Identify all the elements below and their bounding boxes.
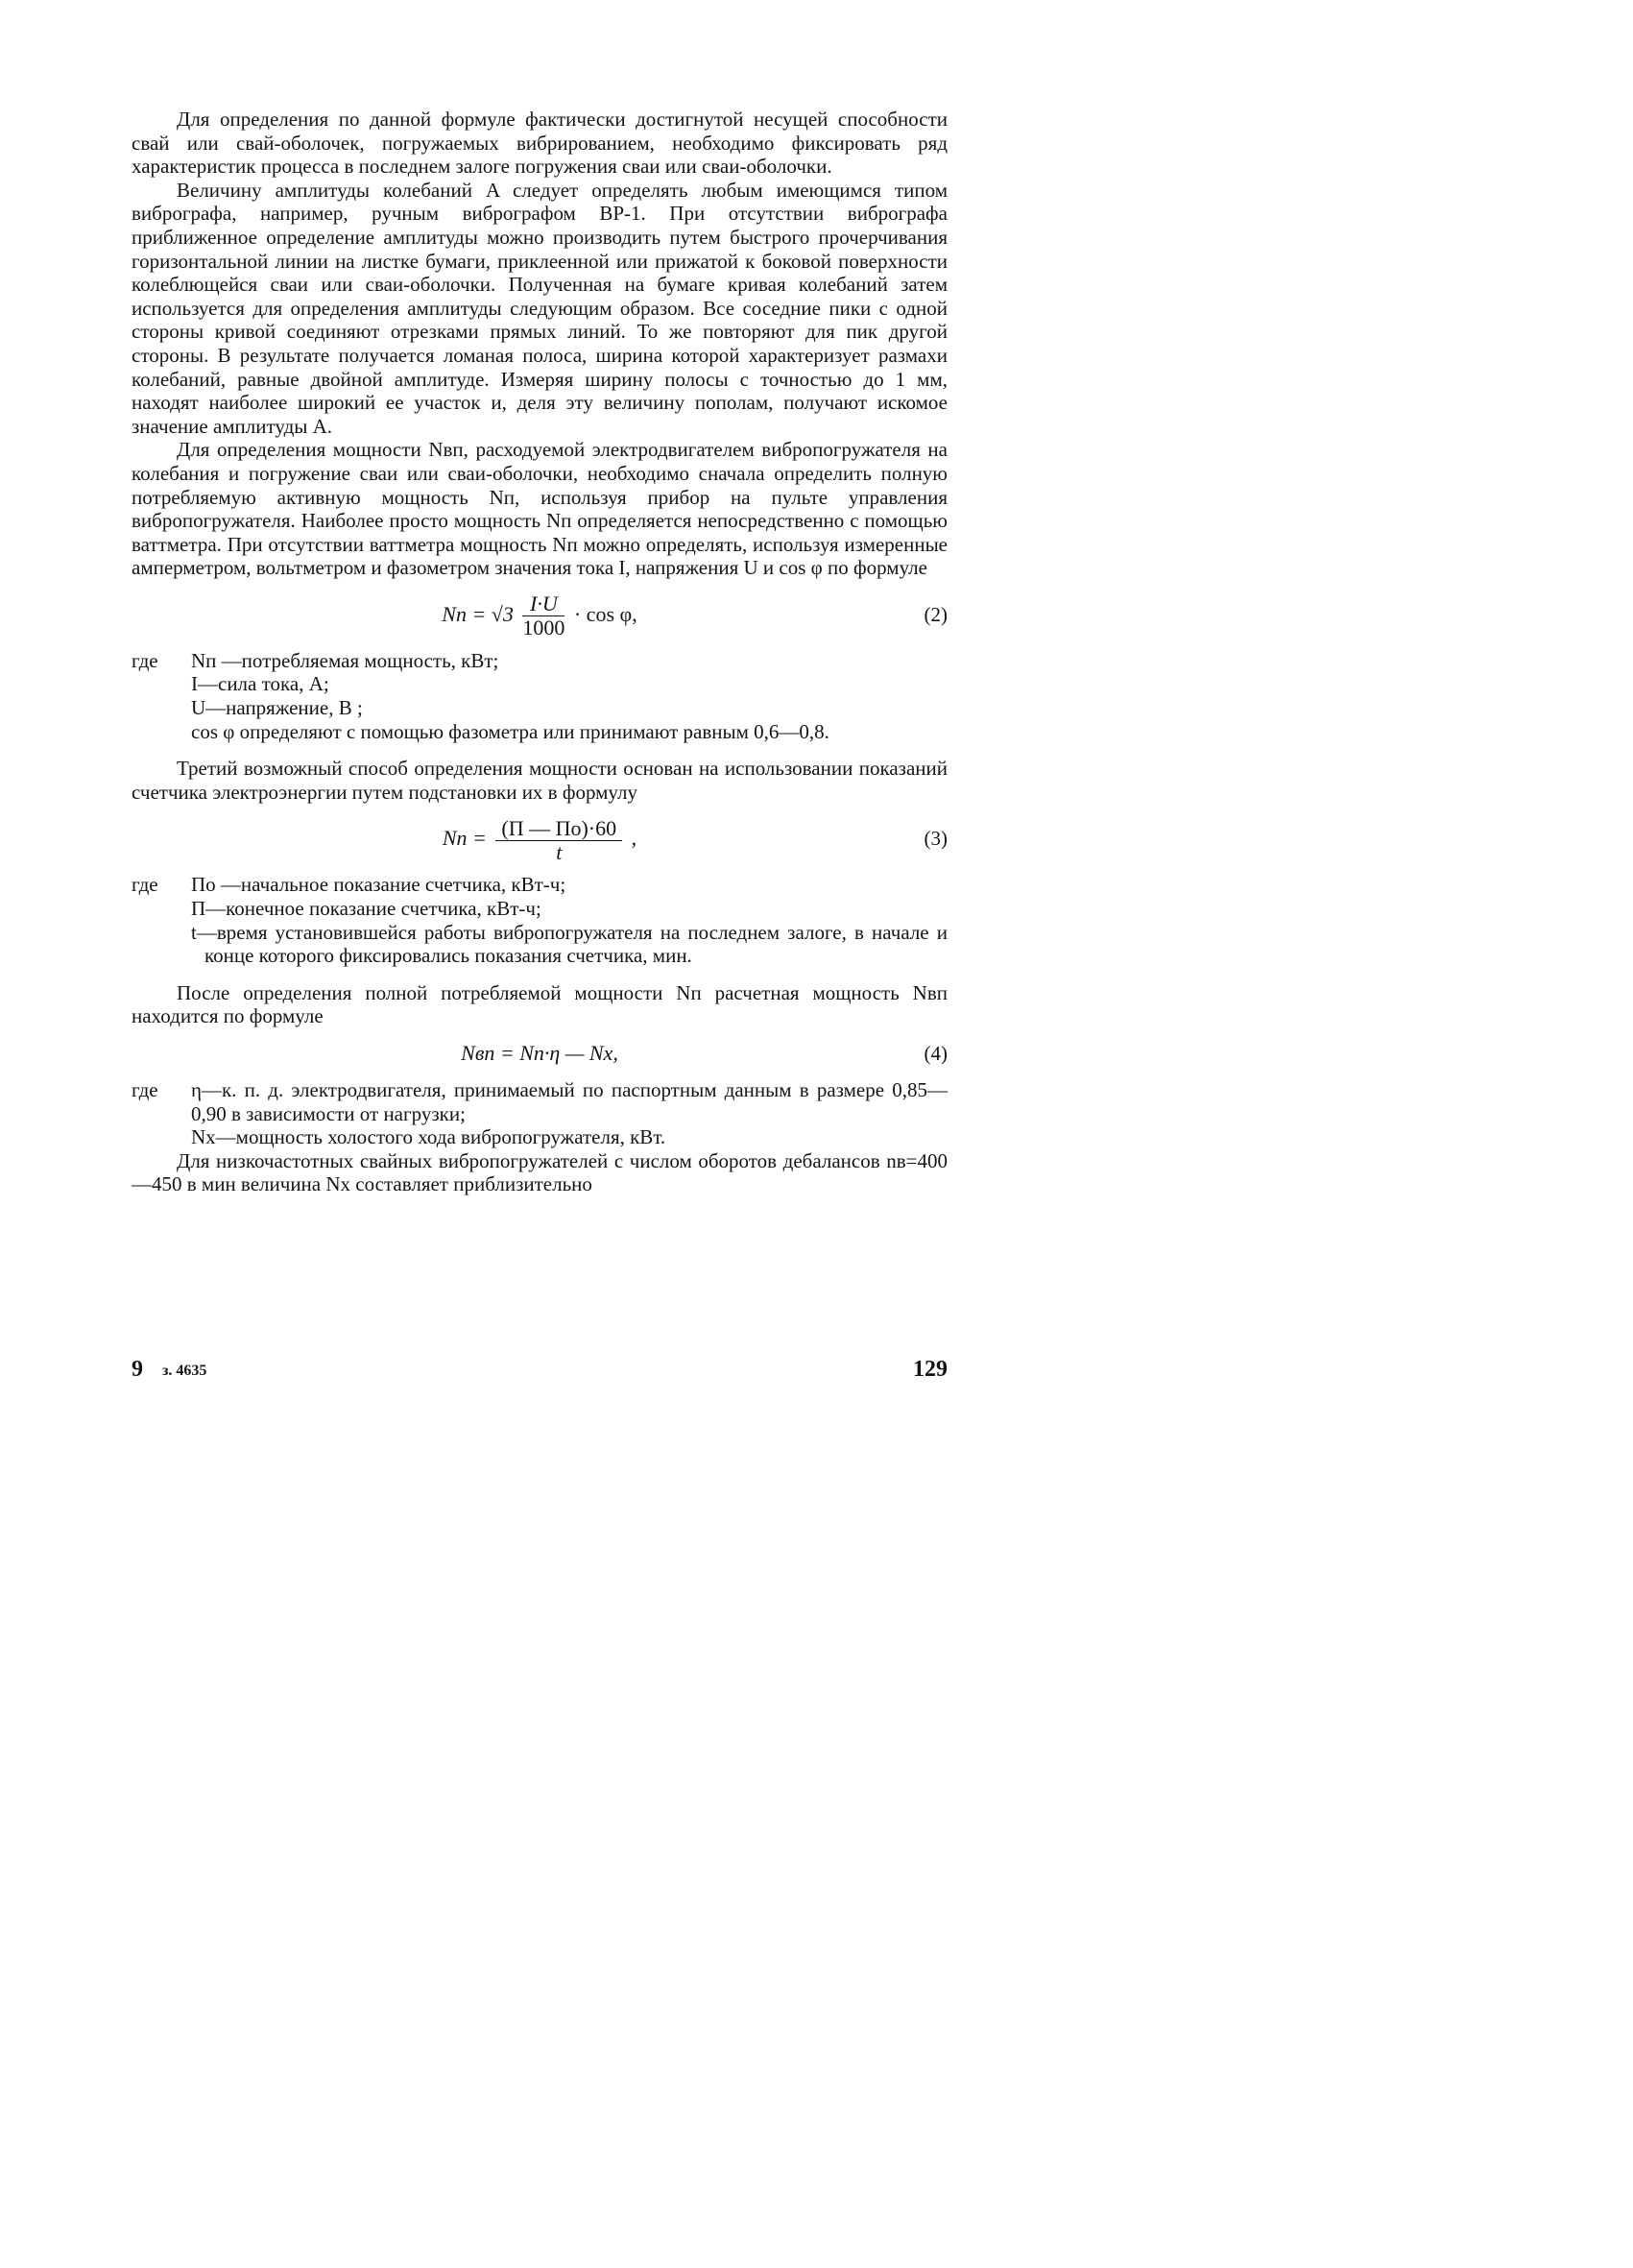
paragraph-1: Для определения по данной формуле фактически достигнутой несущей способности свай или свай-оболочек, погружаемых вибрированием, необходимо фиксировать ряд характеристик процесса в последнем залоге погружения сваи или сваи-оболочки. [132, 108, 948, 179]
formula-4 [132, 1034, 948, 1073]
formula-4-number: (4) [924, 1042, 948, 1065]
document-page [0, 0, 1088, 1510]
paragraph-6: Для низкочастотных свайных вибропогружателей с числом оборотов дебалансов nв=400—450 в мин величина Nх составляет приблизительно [132, 1148, 948, 1196]
where-2-line-2: I—сила тока, А; [191, 672, 329, 696]
formula-2-numerator: I·U [522, 592, 564, 616]
formula-2 [132, 586, 948, 643]
paragraph-5: После определения полной потребляемой мощности Nп расчетная мощность Nвп находится по формуле [132, 980, 948, 1028]
where-list-4 [132, 1078, 948, 1149]
formula-3-number: (3) [924, 827, 948, 851]
where-4-line-1: η—к. п. д. электродвигателя, принимаемый по паспортным данным в размере 0,85—0,90 в зависимости от нагрузки; [191, 1078, 948, 1125]
formula-2-tail: · cos φ, [573, 601, 637, 626]
print-order: з. 4635 [162, 1363, 207, 1379]
where-2-line-1: Nп —потребляемая мощность, кВт; [191, 648, 499, 672]
signature-number: 9 [132, 1357, 143, 1382]
formula-3-denominator: t [556, 839, 563, 864]
page-number: 129 [913, 1357, 948, 1382]
formula-2-fraction [522, 592, 564, 639]
formula-4-expression: Nвп = Nп·η — Nх, [461, 1041, 618, 1065]
formula-2-number: (2) [924, 602, 948, 626]
where-lead: где [132, 1078, 158, 1101]
where-3-line-3: t—время установившейся работы вибропогружателя на последнем залоге, в начале и конце которого фиксировались показания счетчика, мин. [191, 920, 948, 968]
formula-3 [132, 809, 948, 867]
formula-3-fraction [495, 817, 622, 864]
page-footer [132, 1357, 948, 1386]
formula-3-tail: , [631, 826, 637, 851]
where-2-line-4: cos φ определяют с помощью фазометра или принимают равным 0,6—0,8. [191, 719, 829, 743]
formula-2-denominator: 1000 [522, 615, 565, 640]
paragraph-4: Третий возможный способ определения мощности основан на использовании показаний счетчика электроэнергии путем подстановки их в формулу [132, 757, 948, 804]
formula-2-lhs: Nп = √3 [442, 601, 514, 626]
where-2-line-3: U—напряжение, В ; [191, 696, 363, 720]
where-3-line-2: П—конечное показание счетчика, кВт-ч; [191, 897, 541, 921]
where-list-3 [132, 873, 948, 967]
text-body [132, 108, 948, 1196]
where-3-line-1: По —начальное показание счетчика, кВт-ч; [191, 873, 566, 897]
where-4-line-2: Nх—мощность холостого хода вибропогружателя, кВт. [191, 1125, 666, 1149]
paragraph-2: Величину амплитуды колебаний A следует определять любым имеющимся типом вибрографа, например, ручным вибрографом ВР-1. При отсутствии вибрографа приближенное определение амплитуды можно производить путем быстрого прочерчивания горизонтальной линии на листке бумаги, приклеенной или прижатой к боковой поверхности колеблющейся сваи или сваи-оболочки. Полученная на бумаге кривая колебаний затем используется для определения амплитуды следующим образом. Все соседние пики с одной стороны кривой соединяют отрезками прямых линий. То же повторяют для пик другой стороны. В результате получается ломаная полоса, ширина которой характеризует размахи колебаний, равные двойной амплитуде. Измеряя ширину полосы с точностью до 1 мм, находят наиболее широкий ее участок и, деля эту величину пополам, получают искомое значение амплитуды A. [132, 178, 948, 438]
where-lead: где [132, 873, 158, 897]
paragraph-3: Для определения мощности Nвп, расходуемой электродвигателем вибропогружателя на колебания и погружение сваи или сваи-оболочки, необходимо сначала определить полную потребляемую активную мощность Nп, используя прибор на пульте управления вибропогружателя. Наиболее просто мощность Nп определяется непосредственно с помощью ваттметра. При отсутствии ваттметра мощность Nп можно определять, используя измеренные амперметром, вольтметром и фазометром значения тока I, напряжения U и cos φ по формуле [132, 438, 948, 580]
formula-3-numerator: (П — По)·60 [495, 817, 622, 841]
where-list-2 [132, 649, 948, 743]
formula-3-lhs: Nп = [442, 826, 487, 851]
where-lead: где [132, 648, 158, 672]
